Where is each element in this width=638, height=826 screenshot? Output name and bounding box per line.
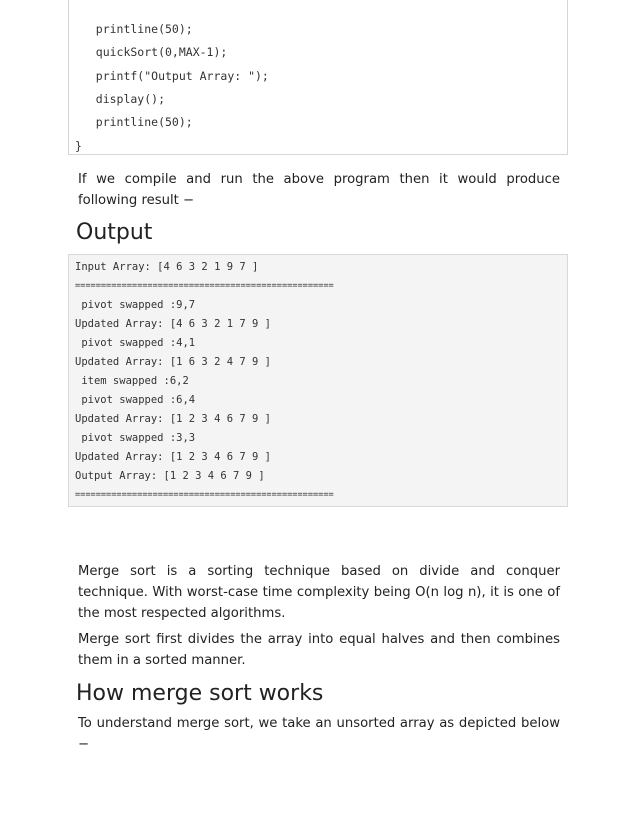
output-line: pivot swapped :9,7 [75,299,196,311]
output-line: Updated Array: [1 2 3 4 6 7 9 ] [75,413,271,425]
output-line: Output Array: [1 2 3 4 6 7 9 ] [75,470,265,482]
output-block [68,254,568,507]
code-block-top [68,0,568,155]
output-line: ================================================== [75,281,334,291]
output-line: pivot swapped :4,1 [75,337,196,349]
code-line: printline(50); [75,115,193,129]
merge-sort-intro-paragraph: Merge sort is a sorting technique based on divide and conquer technique. With worst-case time complexity being Ο(n log n), it is one of the most respected algorithms. [78,564,560,621]
code-line: display(); [75,92,166,106]
output-line: pivot swapped :6,4 [75,394,196,406]
output-line: Updated Array: [1 6 3 2 4 7 9 ] [75,356,271,368]
output-line: ================================================== [75,490,334,500]
code-line: quickSort(0,MAX-1); [75,45,228,59]
output-line: Updated Array: [4 6 3 2 1 7 9 ] [75,318,271,330]
how-merge-sort-works-heading: How merge sort works [76,681,324,706]
how-paragraph: To understand merge sort, we take an unsorted array as depicted below − [78,716,560,752]
code-line: } [75,139,82,153]
merge-sort-divide-paragraph: Merge sort first divides the array into equal halves and then combines them in a sorted manner. [78,632,560,668]
code-line: printline(50); [75,22,193,36]
output-line: Updated Array: [1 2 3 4 6 7 9 ] [75,451,271,463]
output-line: Input Array: [4 6 3 2 1 9 7 ] [75,261,259,273]
output-line: pivot swapped :3,3 [75,432,196,444]
output-line: item swapped :6,2 [75,375,189,387]
intro-paragraph: If we compile and run the above program then it would produce following result − [78,172,560,208]
code-line: printf("Output Array: "); [75,69,269,83]
output-heading: Output [76,220,153,245]
